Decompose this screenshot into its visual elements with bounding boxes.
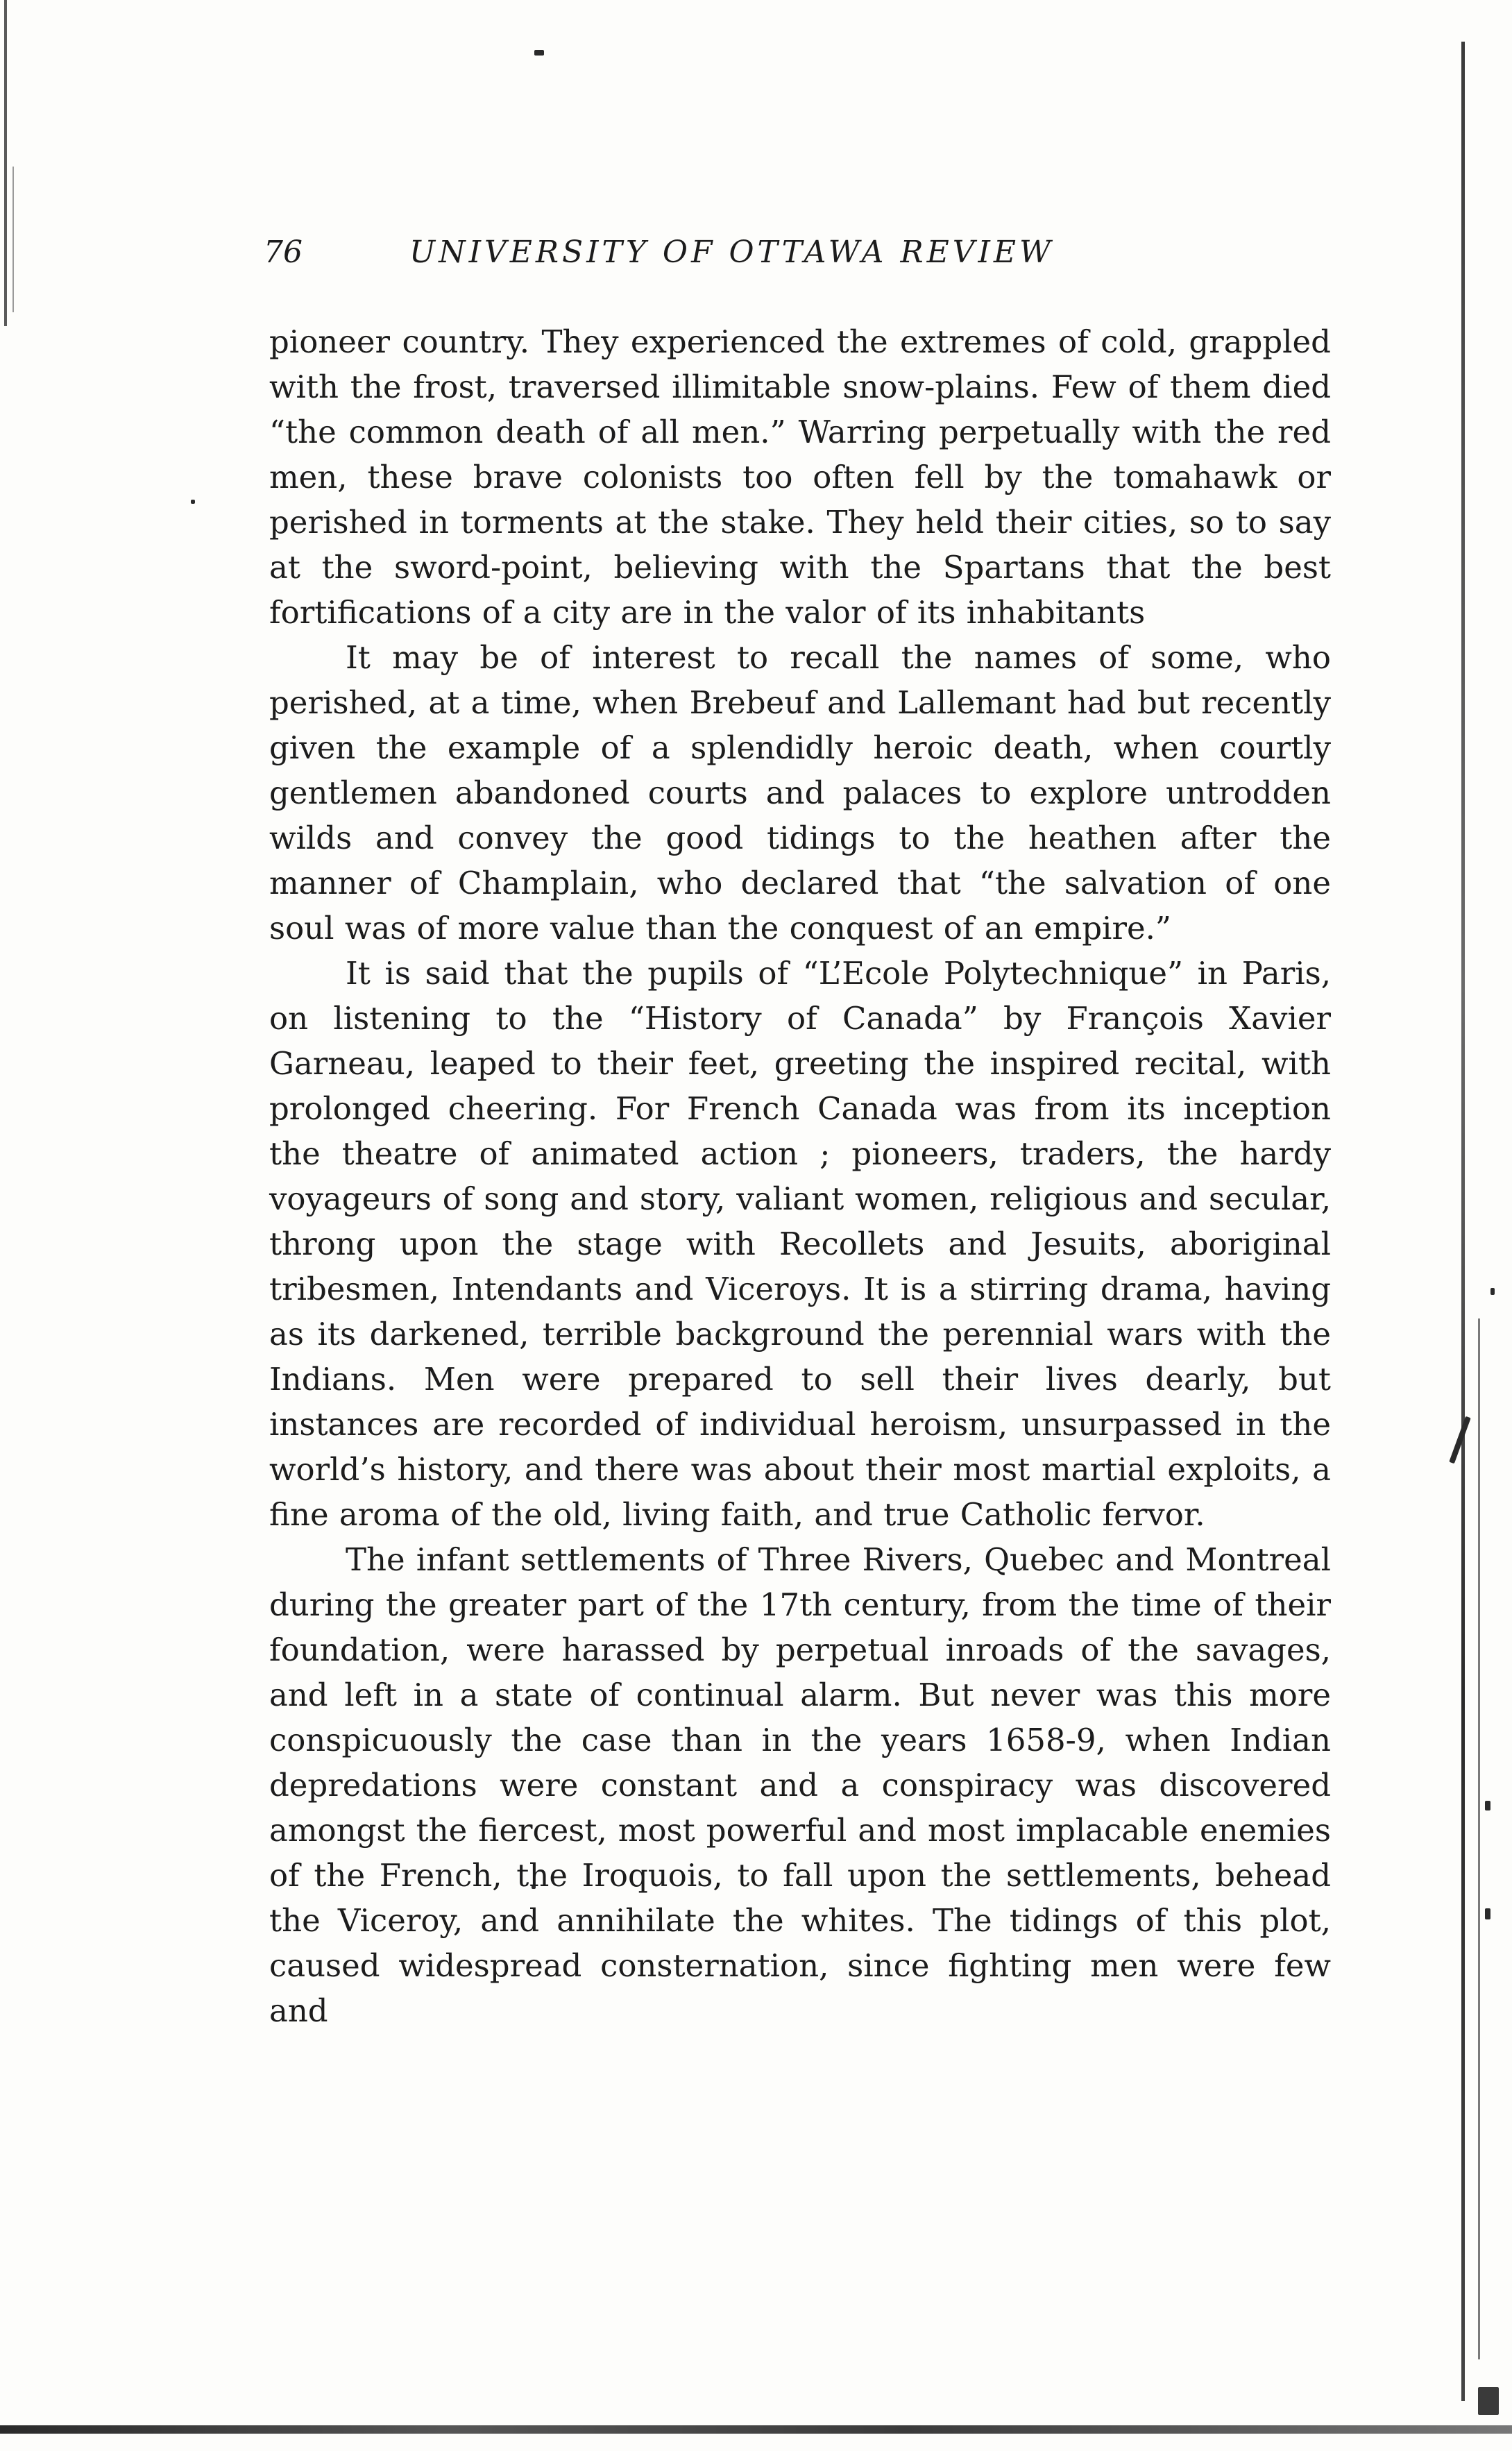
- scan-speck: [534, 50, 544, 56]
- paragraph: It is said that the pupils of “L’Ecole Polytechnique” in Paris, on listening to the “History of Canada” by François Xavier Garneau, leaped to their feet, greeting the inspired recital, with prolonged cheering. For French Canada was from its inception the theatre of animated action ; pioneers, traders, the hardy voyageurs of song and story, valiant women, religious and secular, throng upon the stage with Recollets and Jesuits, aboriginal tribesmen, Intendants and Viceroys. It is a stirring drama, having as its darkened, terrible background the perennial wars with the Indians. Men were prepared to sell their lives dearly, but instances are recorded of individual heroism, unsurpassed in the world’s history, and there was about their most martial exploits, a fine aroma of the old, living faith, and true Catholic fervor.: [269, 955, 1331, 1533]
- scan-speck: [1490, 1288, 1495, 1295]
- page-number: 76: [264, 235, 303, 270]
- scan-speck: [1478, 2387, 1499, 2415]
- scan-speck: [1485, 1801, 1490, 1810]
- scan-edge-bottom: [0, 2425, 1512, 2434]
- paragraph: It may be of interest to recall the names of some, who perished, at a time, when Brebeuf and Lallemant had but recently given the example of a splendidly heroic death, when courtly gentlemen abandoned courts and palaces to explore untrodden wilds and convey the good tidings to the heathen after the manner of Champlain, who declared that “the salvation of one soul was of more value than the conquest of an empire.”: [269, 639, 1331, 947]
- scan-edge-right: [1461, 42, 1465, 2401]
- journal-title: UNIVERSITY OF OTTAWA REVIEW: [409, 235, 1055, 270]
- scan-speck: [1449, 1416, 1470, 1464]
- running-head: [264, 235, 1346, 283]
- scan-speck: [1485, 1908, 1490, 1919]
- paragraph: The infant settlements of Three Rivers, Quebec and Montreal during the greater part of the 17th century, from the time of their foundation, were harassed by perpetual inroads of the savages, and left in a state of continual alarm. But never was this more conspicuously the case than in the years 1658-9, when Indian depredations were constant and a conspiracy was discovered amongst the fiercest, most powerful and most implacable enemies of the French, the Iroquois, to fall upon the settlements, behead the Viceroy, and annihilate the whites. The tidings of this plot, caused widespread consternation, since fighting men were few and: [269, 1541, 1331, 2029]
- paragraph-continued: pioneer country. They experienced the extremes of cold, grappled with the frost, traversed illimitable snow-plains. Few of them died “the common death of all men.” Warring perpetually with the red men, these brave colonists too often fell by the tomahawk or perished in torments at the stake. They held their cities, so to say at the sword-point, believing with the Spartans that the best fortifications of a city are in the valor of its inhabitants: [269, 323, 1331, 631]
- body-text: [269, 319, 1331, 2033]
- scan-edge-left: [4, 0, 7, 326]
- scan-edge-right-inner: [1478, 1318, 1480, 2359]
- scan-edge-left-thin: [12, 167, 14, 312]
- scan-speck: [191, 500, 195, 504]
